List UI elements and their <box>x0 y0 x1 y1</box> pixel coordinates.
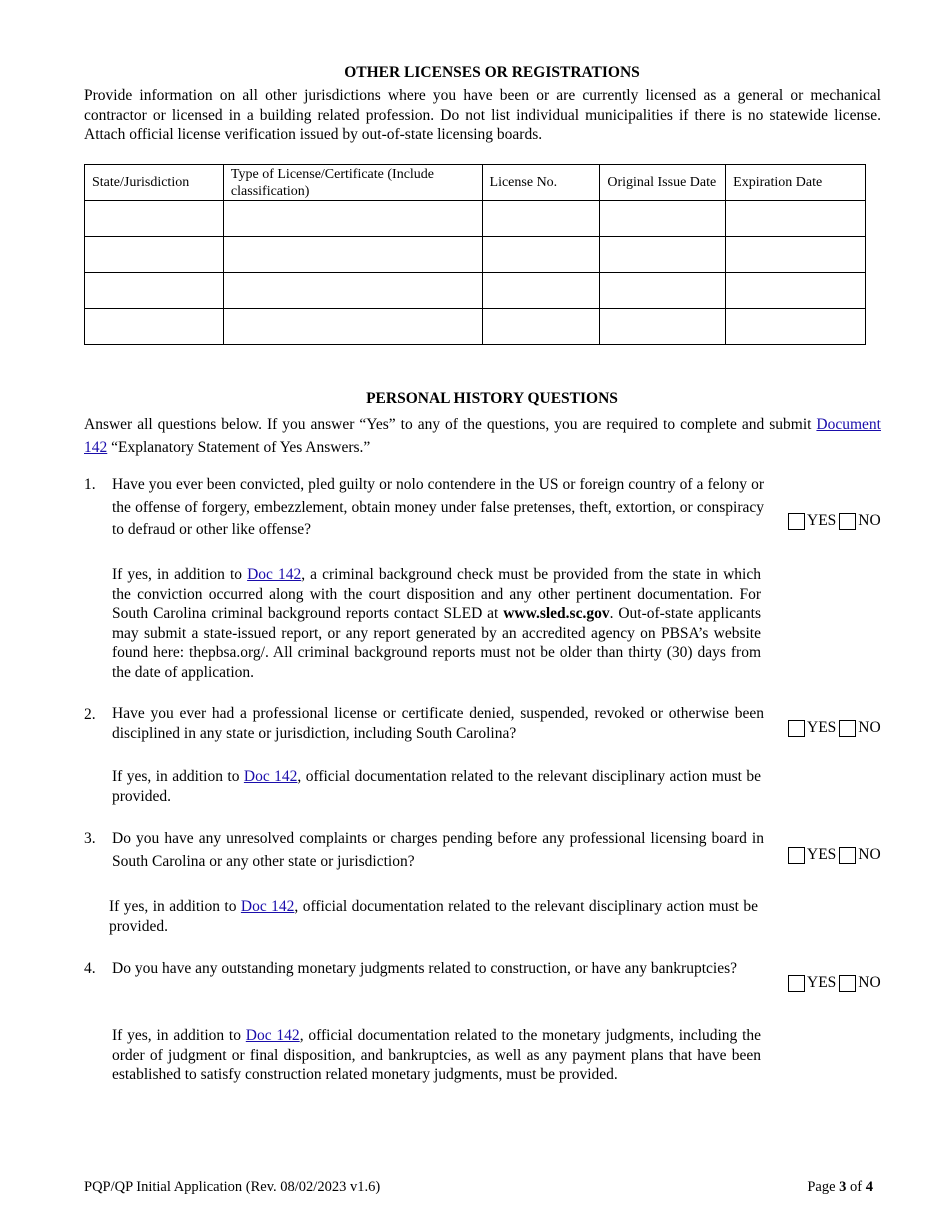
yes-label: YES <box>807 846 837 863</box>
section-heading-personal-history: PERSONAL HISTORY QUESTIONS <box>366 390 618 407</box>
intro-text-end: “Explanatory Statement of Yes Answers.” <box>107 439 371 456</box>
cell-license-no[interactable] <box>482 273 600 309</box>
page-prefix: Page <box>807 1179 840 1195</box>
cell-license-no[interactable] <box>482 309 600 345</box>
cell-license-type[interactable] <box>223 273 482 309</box>
req-text-mid: , a criminal background check must be provided from the state in which the conviction occurred along with the court disposition and any other pertinent documentation. For South Carolina criminal background reports contact SLED at <box>112 566 761 622</box>
question-number: 1. <box>84 476 96 493</box>
footer-form-id: PQP/QP Initial Application (Rev. 08/02/2023 v1.6) <box>84 1179 381 1195</box>
personal-history-instructions <box>84 413 881 459</box>
question-3-requirements <box>109 897 758 936</box>
question-1-answer <box>788 512 884 530</box>
question-text: Have you ever had a professional license or certificate denied, suspended, revoked or otherwise been disciplined in any state or jurisdiction, including South Carolina? <box>112 705 764 742</box>
no-label: NO <box>858 512 881 529</box>
cell-state[interactable] <box>85 201 224 237</box>
sled-website: www.sled.sc.gov <box>503 605 610 622</box>
cell-license-type[interactable] <box>223 201 482 237</box>
req-text-end: , official documentation related to the monetary judgments, including the order of judgment or final disposition, and bankruptcies, as well as any payment plans that have been established to satisfy construction related monetary judgments, must be provided. <box>112 1027 762 1083</box>
col-license-type: Type of License/Certificate (Include classification) <box>223 165 482 201</box>
yes-label: YES <box>807 719 837 736</box>
cell-issue-date[interactable] <box>600 309 726 345</box>
req-text: If yes, in addition to <box>112 566 248 583</box>
yes-label: YES <box>807 512 837 529</box>
col-license-no: License No. <box>482 165 600 201</box>
cell-license-type[interactable] <box>223 309 482 345</box>
other-licenses-instructions: Provide information on all other jurisdictions where you have been or are currently licensed as a general or mechanical contractor or licensed in a building related profession. Do not list individual municipalities if there is no statewide license. Attach official license verification issued by out-of-state licensing boards. <box>84 87 881 143</box>
req-text: If yes, in addition to <box>112 768 244 785</box>
question-number: 2. <box>84 706 96 723</box>
req-text-end: , official documentation related to the relevant disciplinary action must be provided. <box>109 898 758 935</box>
cell-issue-date[interactable] <box>600 237 726 273</box>
no-label: NO <box>858 719 881 736</box>
table-row <box>85 237 866 273</box>
no-checkbox[interactable] <box>839 975 856 992</box>
question-number: 4. <box>84 960 96 977</box>
question-4-requirements <box>112 1026 761 1085</box>
intro-text: Answer all questions below. If you answer “Yes” to any of the questions, you are required to complete and submit <box>84 416 817 433</box>
doc-142-link[interactable]: Doc 142 <box>243 768 298 785</box>
req-text: If yes, in addition to <box>112 1027 246 1044</box>
footer-page-number <box>807 1179 873 1196</box>
no-checkbox[interactable] <box>839 720 856 737</box>
question-text: Do you have any outstanding monetary judgments related to construction, or have any bankruptcies? <box>112 960 737 977</box>
table-row <box>85 201 866 237</box>
question-number: 3. <box>84 830 96 847</box>
question-text: Do you have any unresolved complaints or charges pending before any professional licensing board in South Carolina or any other state or jurisdiction? <box>112 830 764 870</box>
cell-license-no[interactable] <box>482 237 600 273</box>
yes-checkbox[interactable] <box>788 847 805 864</box>
doc-142-link[interactable]: Doc 142 <box>245 1027 300 1044</box>
table-header-row <box>85 165 866 201</box>
page-current: 3 <box>839 1179 847 1195</box>
cell-license-type[interactable] <box>223 237 482 273</box>
question-4-answer <box>788 974 884 992</box>
question-3 <box>84 828 764 873</box>
req-text: If yes, in addition to <box>109 898 241 915</box>
cell-expiration-date[interactable] <box>726 273 866 309</box>
other-licenses-table <box>84 164 866 345</box>
question-4 <box>84 958 764 981</box>
question-1 <box>84 474 764 542</box>
yes-checkbox[interactable] <box>788 513 805 530</box>
no-checkbox[interactable] <box>839 513 856 530</box>
question-2-requirements <box>112 767 761 806</box>
question-1-requirements <box>112 565 761 682</box>
doc-142-link[interactable]: Doc 142 <box>247 566 302 583</box>
cell-state[interactable] <box>85 273 224 309</box>
req-text-end: , official documentation related to the relevant disciplinary action must be provided. <box>112 768 761 805</box>
col-state-jurisdiction: State/Jurisdiction <box>85 165 224 201</box>
col-expiration-date: Expiration Date <box>726 165 866 201</box>
cell-expiration-date[interactable] <box>726 237 866 273</box>
cell-expiration-date[interactable] <box>726 309 866 345</box>
cell-expiration-date[interactable] <box>726 201 866 237</box>
section-heading-other-licenses: OTHER LICENSES OR REGISTRATIONS <box>344 64 640 81</box>
no-label: NO <box>858 974 881 991</box>
question-3-answer <box>788 846 884 864</box>
question-2 <box>84 704 764 744</box>
no-checkbox[interactable] <box>839 847 856 864</box>
doc-142-link[interactable]: Doc 142 <box>240 898 295 915</box>
cell-issue-date[interactable] <box>600 201 726 237</box>
yes-checkbox[interactable] <box>788 720 805 737</box>
table-row <box>85 309 866 345</box>
cell-license-no[interactable] <box>482 201 600 237</box>
question-2-answer <box>788 719 884 737</box>
document-142-link[interactable]: Document 142 <box>84 416 881 456</box>
col-original-issue-date: Original Issue Date <box>600 165 726 201</box>
table-row <box>85 273 866 309</box>
yes-checkbox[interactable] <box>788 975 805 992</box>
cell-state[interactable] <box>85 309 224 345</box>
question-text: Have you ever been convicted, pled guilty or nolo contendere in the US or foreign country of a felony or the offense of forgery, embezzlement, obtain money under false pretenses, theft, extortion, or conspiracy to defraud or other like offense? <box>112 476 764 538</box>
page-total: 4 <box>865 1179 873 1195</box>
req-text-end: . Out-of-state applicants may submit a state-issued report, or any report generated by an accredited agency on PBSA’s website found here: thepbsa.org/. All criminal background reports must not be older than thirty (30) days from the date of application. <box>112 605 761 681</box>
cell-state[interactable] <box>85 237 224 273</box>
no-label: NO <box>858 846 881 863</box>
page-of: of <box>846 1179 866 1195</box>
cell-issue-date[interactable] <box>600 273 726 309</box>
yes-label: YES <box>807 974 837 991</box>
